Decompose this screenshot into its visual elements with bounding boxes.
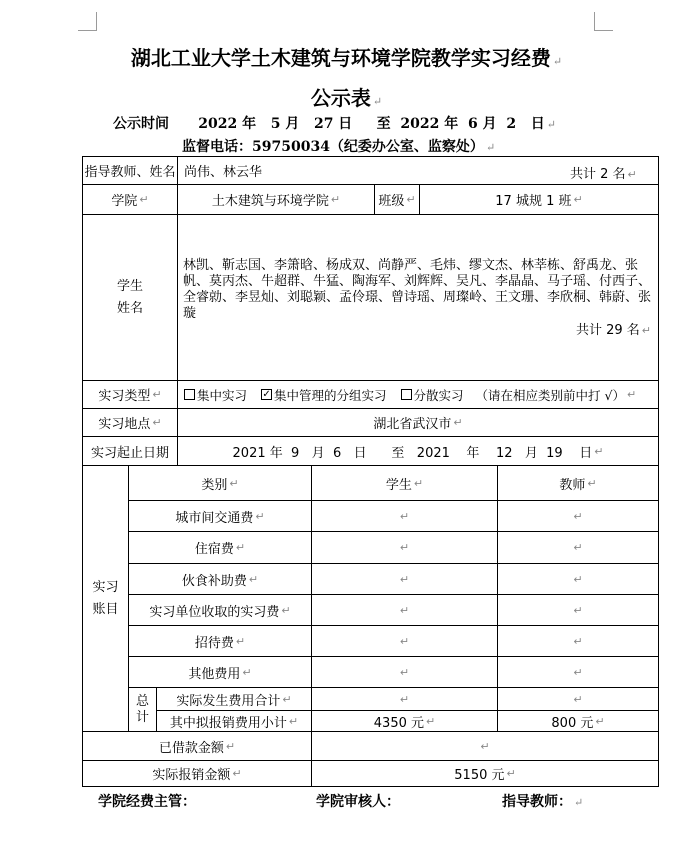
item-label: 住宿费 ↵ bbox=[128, 531, 312, 564]
document-title: 湖北工业大学土木建筑与环境学院教学实习经费 ↵ bbox=[130, 46, 563, 70]
item-student-value: ↵ bbox=[311, 531, 498, 564]
item-student-value: ↵ bbox=[311, 500, 498, 532]
margin-corner-mark bbox=[594, 12, 613, 31]
footer-advisor: 指导教师： ↵ bbox=[502, 794, 584, 810]
claim-subtotal-student: 4350 元 ↵ bbox=[311, 710, 498, 732]
period-value: 2021 年 9 月 6 日 至 2021 年 12 月 19 日 ↵ bbox=[177, 436, 659, 466]
students-label: 学生 姓名 bbox=[82, 214, 178, 381]
item-teacher-value: ↵ bbox=[497, 656, 659, 688]
margin-corner-mark bbox=[78, 12, 97, 31]
teachers-total: 共计 2 名 ↵ bbox=[570, 167, 637, 182]
item-label: 其他费用 ↵ bbox=[128, 656, 312, 688]
actual-total-teacher: ↵ bbox=[497, 687, 659, 711]
reimbursed-value: 5150 元 ↵ bbox=[311, 760, 659, 787]
item-student-value: ↵ bbox=[311, 563, 498, 595]
item-student-value: ↵ bbox=[311, 594, 498, 626]
footer-director: 学院经费主管： bbox=[98, 794, 196, 810]
class-value: 17 城规 1 班 ↵ bbox=[419, 184, 659, 215]
item-teacher-value: ↵ bbox=[497, 563, 659, 595]
practice-type-label: 实习类型 ↵ bbox=[82, 380, 178, 409]
borrowed-value: ↵ bbox=[311, 731, 659, 761]
accounts-label: 实习 账目 bbox=[82, 465, 129, 732]
item-label: 伙食补助费 ↵ bbox=[128, 563, 312, 595]
item-student-value: ↵ bbox=[311, 656, 498, 688]
student-names: 林凯、靳志国、李箫晗、杨成双、尚静严、毛炜、缪文杰、林莘栋、舒禹龙、张帆、莫丙杰、牛超群、牛猛、陶海军、刘辉辉、吴凡、李晶晶、马子瑶、付西子、全睿勍、李昱灿、刘聪颖、孟伶璟、曾诗瑶、周璨岭、王文珊、李欣桐、韩蔚、张璇 bbox=[183, 258, 652, 321]
teachers-value: 尚伟、林云华 bbox=[177, 156, 659, 185]
publicity-period: 公示时间 2022 年 5 月 27 日 至 2022 年 6 月 2 日 ↵ bbox=[113, 116, 556, 132]
item-teacher-value: ↵ bbox=[497, 531, 659, 564]
college-label: 学院 ↵ bbox=[82, 184, 178, 215]
claim-subtotal-label: 其中拟报销费用小计 ↵ bbox=[156, 710, 312, 732]
location-value: 湖北省武汉市 ↵ bbox=[177, 408, 659, 437]
option-checkbox-checked[interactable]: ✓ bbox=[262, 389, 271, 400]
teachers-label: 指导教师、姓名 bbox=[82, 156, 178, 185]
document-subtitle: 公示表 ↵ bbox=[310, 86, 383, 110]
item-label: 招待费 ↵ bbox=[128, 625, 312, 657]
college-value: 土木建筑与环境学院 ↵ bbox=[177, 184, 375, 215]
supervision-phone: 监督电话：59750034（纪委办公室、监察处） ↵ bbox=[182, 139, 496, 155]
footer-reviewer: 学院审核人： bbox=[316, 794, 400, 810]
item-label: 实习单位收取的实习费 ↵ bbox=[128, 594, 312, 626]
actual-total-label: 实际发生费用合计 ↵ bbox=[156, 687, 312, 711]
header-category: 类别 ↵ bbox=[128, 465, 312, 501]
item-teacher-value: ↵ bbox=[497, 625, 659, 657]
item-teacher-value: ↵ bbox=[497, 594, 659, 626]
reimbursed-label: 实际报销金额 ↵ bbox=[82, 760, 312, 787]
item-teacher-value: ↵ bbox=[497, 500, 659, 532]
header-teacher: 教师 ↵ bbox=[497, 465, 659, 501]
option-checkbox-unchecked[interactable] bbox=[401, 389, 412, 400]
actual-total-student: ↵ bbox=[311, 687, 498, 711]
item-student-value: ↵ bbox=[311, 625, 498, 657]
claim-subtotal-teacher: 800 元 ↵ bbox=[497, 710, 659, 732]
borrowed-label: 已借款金额 ↵ bbox=[82, 731, 312, 761]
students-total: 共计 29 名 ↵ bbox=[575, 323, 651, 338]
header-student: 学生 ↵ bbox=[311, 465, 498, 501]
item-label: 城市间交通费 ↵ bbox=[128, 500, 312, 532]
class-label: 班级 ↵ bbox=[374, 184, 420, 215]
option-checkbox-unchecked[interactable] bbox=[184, 389, 195, 400]
total-label: 总 计 bbox=[128, 687, 157, 732]
period-label: 实习起止日期 bbox=[82, 436, 178, 466]
practice-type-options: 集中实习 ✓ 集中管理的分组实习 分散实习 （请在相应类别前中打 √） ↵ bbox=[177, 380, 659, 409]
location-label: 实习地点 ↵ bbox=[82, 408, 178, 437]
